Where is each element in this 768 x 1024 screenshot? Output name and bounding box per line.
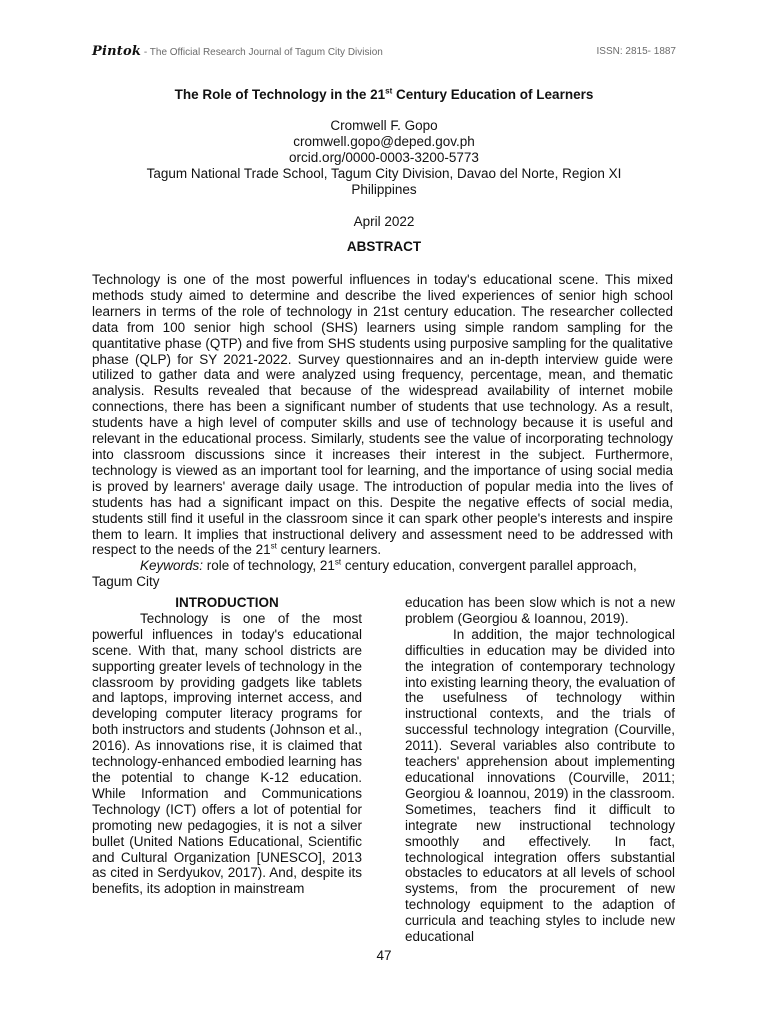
abstract-text-end: century learners. xyxy=(276,542,382,558)
left-column xyxy=(92,595,362,897)
page-number: 47 xyxy=(376,948,392,963)
introduction-continuation: education has been slow which is not a new problem (Georgiou & Ioannou, 2019). xyxy=(405,595,675,626)
issn: ISSN: 2815- 1887 xyxy=(596,46,676,57)
abstract-superscript: st xyxy=(270,541,277,551)
keywords-text: role of technology, 21 xyxy=(203,558,335,574)
abstract-heading: ABSTRACT xyxy=(346,239,422,254)
author-block xyxy=(92,118,676,230)
title-superscript: st xyxy=(385,86,393,96)
keywords xyxy=(92,558,673,590)
title-text-end: Century Education of Learners xyxy=(392,87,594,102)
paper-title xyxy=(92,87,676,102)
keywords-superscript: st xyxy=(334,557,342,567)
journal-description: - The Official Research Journal of Tagum City Division xyxy=(141,47,383,58)
running-head xyxy=(92,44,676,59)
introduction-paragraph-2: In addition, the major technological difficulties in education may be divided into the integration of contemporary technology into existing learning theory, the evaluation of the usefulness of technology within instructional contexts, and the trials of successful technology integration (Courville, 2011). Several variables also contribute to teachers' apprehension about implementing educational innovations (Courville, 2011; Georgiou & Ioannou, 2019) in the classroom. Sometimes, teachers find it difficult to integrate new instructional technology smoothly and effectively. In fact, technological integration offers substantial obstacles to educators at all levels of school systems, from the procurement of new technology equipment to the adaption of curricula and teaching styles to include new educational xyxy=(405,626,675,945)
keywords-label: Keywords: xyxy=(140,558,204,574)
abstract-body xyxy=(92,272,673,590)
author-orcid: orcid.org/0000-0003-3200-5773 xyxy=(289,150,479,165)
publication-date: April 2022 xyxy=(353,214,415,229)
author-email: cromwell.gopo@deped.gov.ph xyxy=(293,134,475,149)
abstract-text: Technology is one of the most powerful influences in today's educational scene. This mixed methods study aimed to determine and describe the lived experiences of senior high school learners in terms of the role of technology in 21st century education. The researcher collected data from 100 senior high school (SHS) learners using simple random sampling for the quantitative phase (QTP) and five from SHS students using purposive sampling for the qualitative phase (QLP) for SY 2021-2022. Survey questionnaires and an in-depth interview guide were utilized to gather data and were analyzed using frequency, percentage, mean, and thematic analysis. Results revealed that because of the widespread availability of internet mobile connections, there has been a significant number of students that use technology. As a result, students have a high level of computer skills and use of technology because it is useful and relevant in the educational process. Similarly, students see the value of incorporating technology into classroom discussions since it increases their interest in the subject. Furthermore, technology is viewed as an important tool for learning, and the importance of using social media is proved by learners' average daily usage. The introduction of popular media into the lives of students has had a significant impact on this. Despite the negative effects of social media, students still find it useful in the classroom since it can spark other people's interests and inspire them to learn. It implies that instructional delivery and assessment need to be addressed with respect to the needs of the 21 xyxy=(92,272,673,558)
title-text: The Role of Technology in the 21 xyxy=(174,87,386,102)
right-column xyxy=(405,595,675,945)
keywords-text-end: century education, convergent parallel approach, Tagum City xyxy=(92,558,637,590)
introduction-paragraph-1: Technology is one of the most powerful influences in today's educational scene. With that, many school districts are supporting greater levels of technology in the classroom by providing gadgets like tablets and laptops, improving internet access, and developing computer literacy programs for both instructors and students (Johnson et al., 2016). As innovations rise, it is claimed that technology-enhanced embodied learning has the potential to change K-12 education. While Information and Communications Technology (ICT) offers a lot of potential for promoting new pedagogies, it is not a silver bullet (United Nations Educational, Scientific and Cultural Organization [UNESCO], 2013 as cited in Serdyukov, 2017). And, despite its benefits, its adoption in mainstream xyxy=(92,610,362,897)
author-name: Cromwell F. Gopo xyxy=(330,118,438,133)
author-affiliation: Tagum National Trade School, Tagum City Division, Davao del Norte, Region XI xyxy=(146,166,622,181)
author-country: Philippines xyxy=(351,182,417,197)
journal-logo: Pintok xyxy=(92,44,142,59)
introduction-heading: INTRODUCTION xyxy=(175,595,279,610)
abstract-paragraph xyxy=(92,272,673,558)
